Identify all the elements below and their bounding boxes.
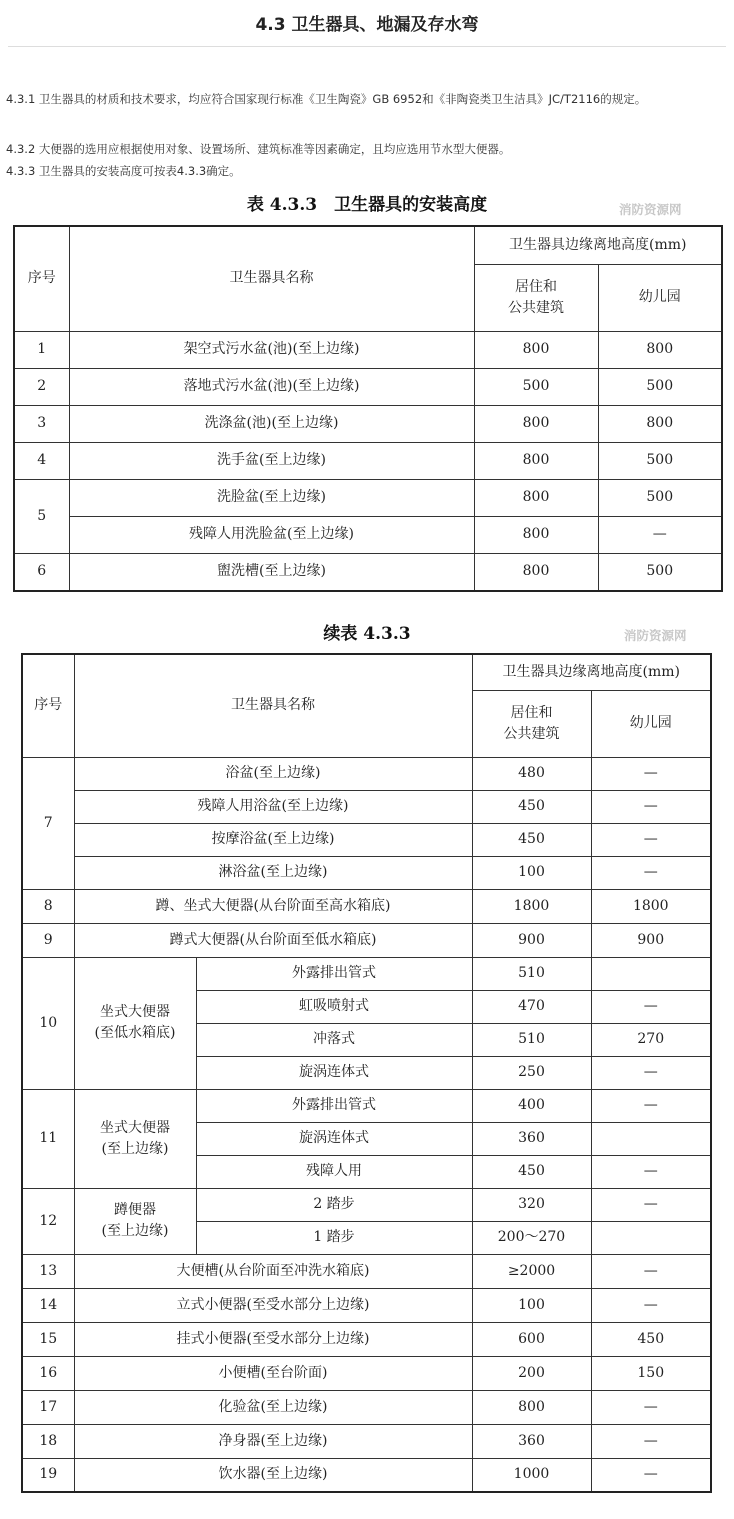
table-row: 18 净身器(至上边缘) 360 — (22, 1424, 711, 1458)
table-row: 7 浴盆(至上边缘) 480 — (22, 757, 711, 790)
table-row: 3 洗涤盆(池)(至上边缘) 800 800 (14, 405, 722, 442)
header-kindergarten: 幼儿园 (591, 690, 711, 757)
table-row: 2 落地式污水盆(池)(至上边缘) 500 500 (14, 368, 722, 405)
table2-caption: 续表 4.3.3 (323, 624, 411, 644)
title-divider (8, 46, 726, 47)
table-row: 按摩浴盆(至上边缘) 450 — (22, 823, 711, 856)
table-row: 旋涡连体式 250 — (22, 1056, 711, 1089)
group-label: 蹲便器 (至上边缘) (74, 1188, 196, 1254)
header-name: 卫生器具名称 (69, 226, 474, 331)
table-row: 11 坐式大便器 (至上边缘) 外露排出管式 400 — (22, 1089, 711, 1122)
table-row: 1 架空式污水盆(池)(至上边缘) 800 800 (14, 331, 722, 368)
installation-height-table-continued (21, 653, 712, 1493)
watermark: 消防资源网 (624, 628, 687, 643)
table-row: 4 洗手盆(至上边缘) 800 500 (14, 442, 722, 479)
table-row: 1 踏步 200～270 (22, 1221, 711, 1254)
table-row: 残障人用浴盆(至上边缘) 450 — (22, 790, 711, 823)
header-height-group: 卫生器具边缘离地高度(mm) (474, 226, 722, 264)
paragraph-4-3-3: 4.3.3 卫生器具的安装高度可按表4.3.3确定。 (6, 164, 241, 178)
table-row: 6 盥洗槽(至上边缘) 800 500 (14, 553, 722, 591)
table-row: 旋涡连体式 360 (22, 1122, 711, 1155)
watermark: 消防资源网 (619, 202, 682, 217)
table-row: 13 大便槽(从台阶面至冲洗水箱底) ≥2000 — (22, 1254, 711, 1288)
header-seq: 序号 (22, 654, 74, 757)
installation-height-table (13, 225, 723, 592)
table-row: 5 洗脸盆(至上边缘) 800 500 (14, 479, 722, 516)
section-title: 4.3 卫生器具、地漏及存水弯 (255, 15, 479, 35)
table-row: 8 蹲、坐式大便器(从台阶面至高水箱底) 1800 1800 (22, 889, 711, 923)
group-label: 坐式大便器 (至低水箱底) (74, 957, 196, 1089)
table-row: 残障人用 450 — (22, 1155, 711, 1188)
group-label: 坐式大便器 (至上边缘) (74, 1089, 196, 1188)
table1-caption: 表 4.3.3 卫生器具的安装高度 (246, 195, 488, 215)
table-row: 16 小便槽(至台阶面) 200 150 (22, 1356, 711, 1390)
table-row: 残障人用洗脸盆(至上边缘) 800 — (14, 516, 722, 553)
header-kindergarten: 幼儿园 (598, 264, 722, 331)
table-row: 淋浴盆(至上边缘) 100 — (22, 856, 711, 889)
table-row: 12 蹲便器 (至上边缘) 2 踏步 320 — (22, 1188, 711, 1221)
table-row: 10 坐式大便器 (至低水箱底) 外露排出管式 510 (22, 957, 711, 990)
header-residential: 居住和 公共建筑 (474, 264, 598, 331)
table-row: 虹吸喷射式 470 — (22, 990, 711, 1023)
table-row: 冲落式 510 270 (22, 1023, 711, 1056)
table-row: 19 饮水器(至上边缘) 1000 — (22, 1458, 711, 1492)
header-residential: 居住和 公共建筑 (472, 690, 591, 757)
table-row: 17 化验盆(至上边缘) 800 — (22, 1390, 711, 1424)
table-row: 15 挂式小便器(至受水部分上边缘) 600 450 (22, 1322, 711, 1356)
header-height-group: 卫生器具边缘离地高度(mm) (472, 654, 711, 690)
table-row: 14 立式小便器(至受水部分上边缘) 100 — (22, 1288, 711, 1322)
paragraph-4-3-2: 4.3.2 大便器的选用应根据使用对象、设置场所、建筑标准等因素确定，且均应选用节水型大便器。 (6, 142, 511, 156)
paragraph-4-3-1: 4.3.1 卫生器具的材质和技术要求，均应符合国家现行标准《卫生陶瓷》GB 6952和《非陶瓷类卫生洁具》JC/T2116的规定。 (6, 92, 647, 106)
header-seq: 序号 (14, 226, 69, 331)
table-row: 9 蹲式大便器(从台阶面至低水箱底) 900 900 (22, 923, 711, 957)
header-name: 卫生器具名称 (74, 654, 472, 757)
